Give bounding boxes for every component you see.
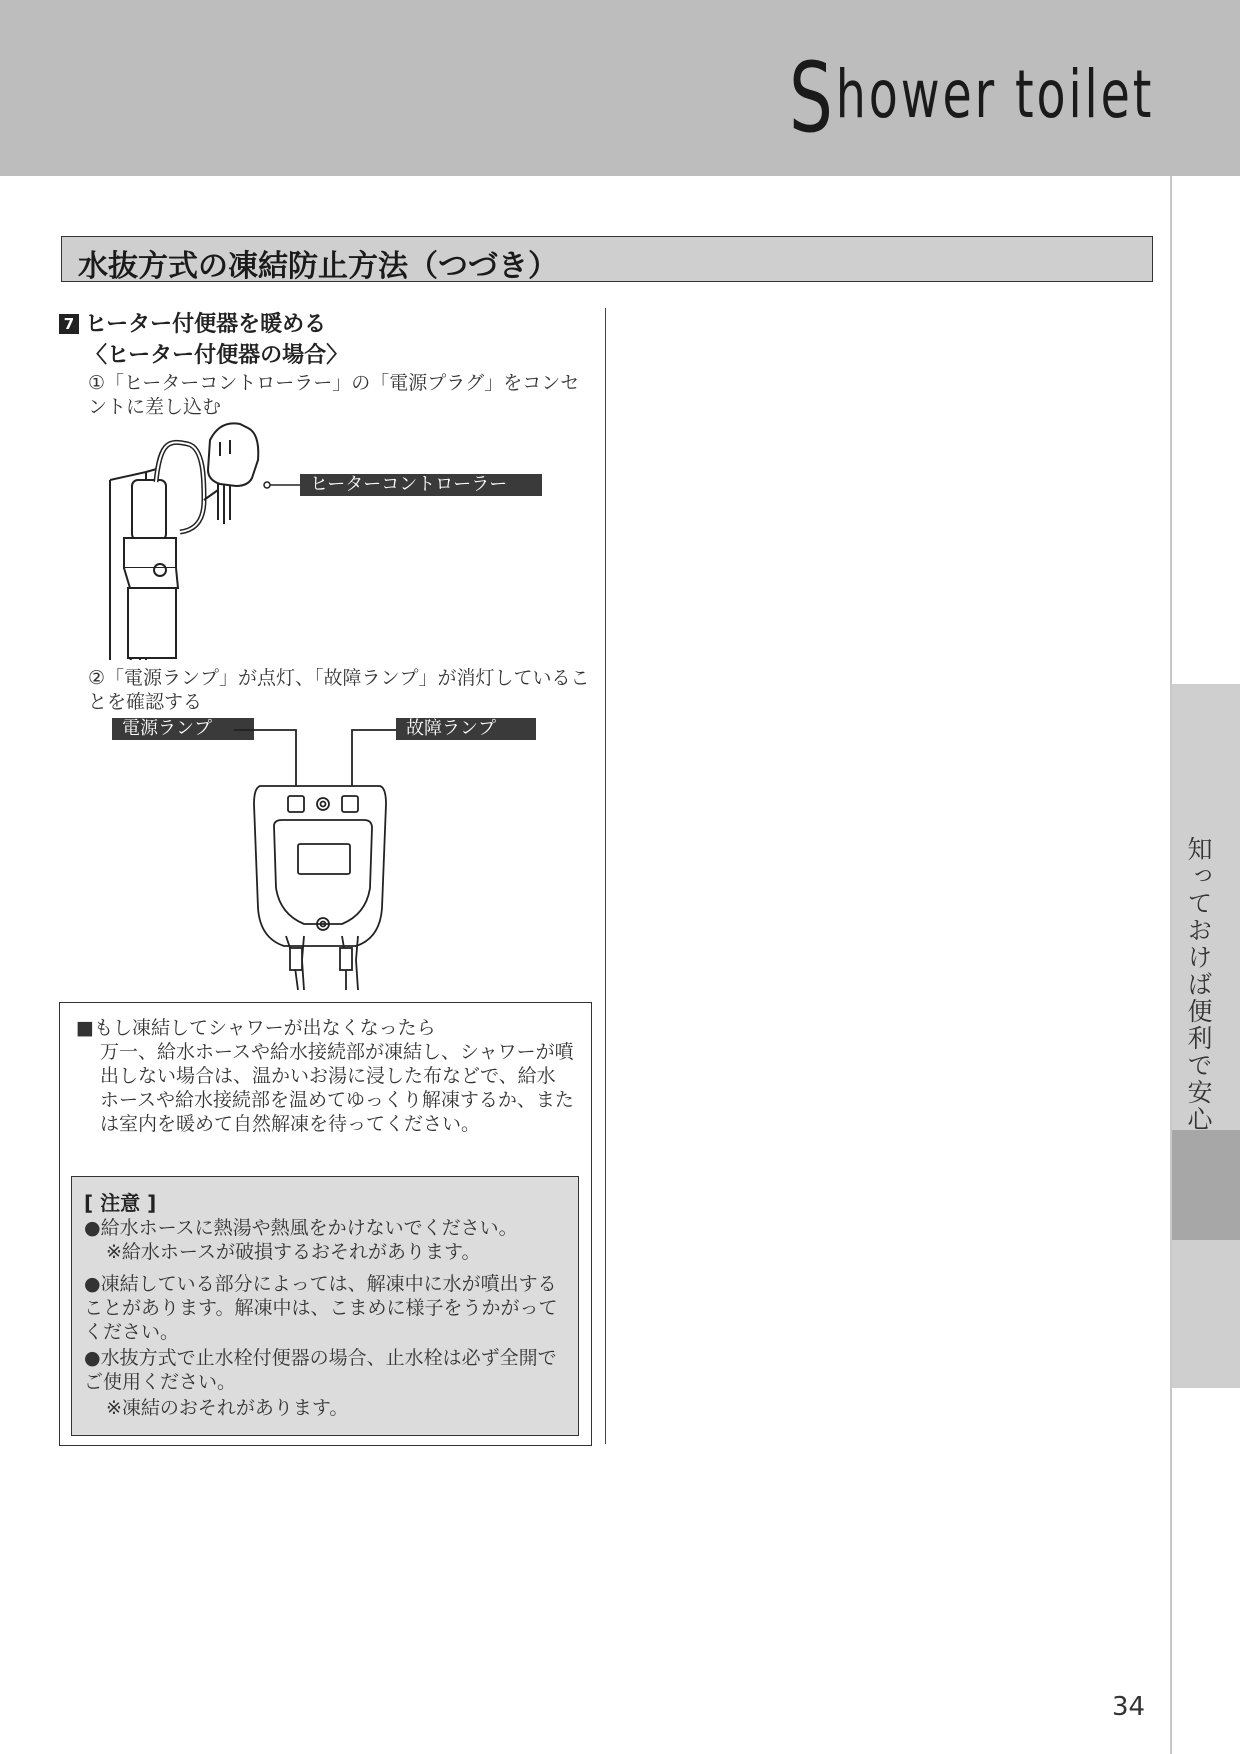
page-number: 34 xyxy=(1112,1692,1146,1722)
logo-text: hower toilet xyxy=(835,56,1154,133)
instruction-1: ①「ヒーターコントローラー」の「電源プラグ」をコンセントに差し込む xyxy=(88,372,580,418)
caution-item-2: ●凍結している部分によっては、解凍中に水が噴出することがあります。解凍中は、こまめに様子をうかがってください。 xyxy=(84,1273,558,1343)
step-subheading: 〈ヒーター付便器の場合〉 xyxy=(85,343,349,368)
caution-item-1-note: ※給水ホースが破損するおそれがあります。 xyxy=(106,1241,481,1263)
side-tab-label: 知っておけば便利で安心 xyxy=(1184,836,1213,1133)
section-title-bar xyxy=(61,236,1153,282)
label-heater-controller: ヒーターコントローラー xyxy=(300,474,542,496)
logo-initial: S xyxy=(788,42,836,154)
heater-controller-leader-line xyxy=(262,478,302,492)
step-heading xyxy=(59,307,326,338)
caution-item-1: ●給水ホースに熱湯や熱風をかけないでください。 xyxy=(84,1217,518,1239)
caution-item-3-note: ※凍結のおそれがあります。 xyxy=(106,1397,349,1419)
label-fault-lamp: 故障ランプ xyxy=(396,718,536,740)
label-power-lamp: 電源ランプ xyxy=(112,718,254,740)
caution-title: [ 注意 ] xyxy=(84,1191,157,1215)
info-box-body: 万一、給水ホースや給水接続部が凍結し、シャワーが噴出しない場合は、温かいお湯に浸した布などで、給水ホースや給水接続部を温めてゆっくり解凍するか、または室内を暖めて自然解凍を待ってください。 xyxy=(100,1041,574,1135)
caution-item-3: ●水抜方式で止水栓付便器の場合、止水栓は必ず全開でご使用ください。 xyxy=(84,1347,557,1393)
step-number-badge: 7 xyxy=(59,314,79,334)
info-box-heading: ■もし凍結してシャワーが出なくなったら xyxy=(76,1017,436,1039)
column-divider xyxy=(605,308,606,1444)
heater-controller-plug-illustration xyxy=(100,420,300,660)
brand-logo xyxy=(788,28,1154,154)
step-heading-text: ヒーター付便器を暖める xyxy=(85,312,327,337)
side-tab-lower xyxy=(1172,1240,1240,1388)
heater-controller-front-illustration xyxy=(230,728,410,990)
side-tab-active xyxy=(1172,1130,1240,1240)
instruction-2: ②「電源ランプ」が点灯、「故障ランプ」が消灯していることを確認する xyxy=(88,667,590,713)
section-title: 水抜方式の凍結防止方法（つづき） xyxy=(78,249,558,284)
